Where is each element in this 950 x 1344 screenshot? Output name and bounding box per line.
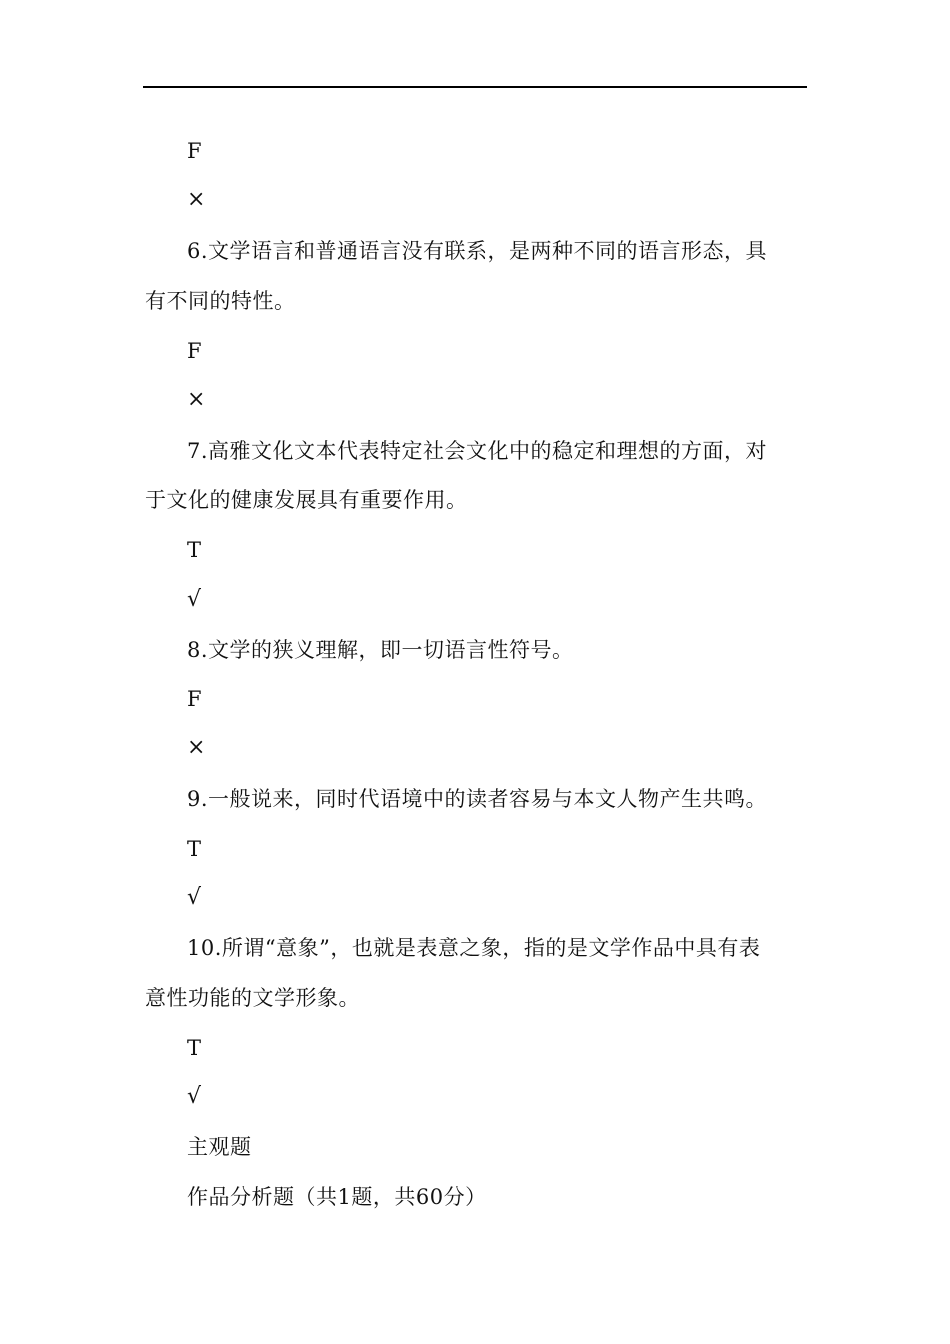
question-7-text-cont: 于文化的健康发展具有重要作用。 <box>145 488 468 512</box>
question-9-text: 9.一般说来，同时代语境中的读者容易与本文人物产生共鸣。 <box>187 787 768 811</box>
answer-code-q10: T <box>187 1036 202 1060</box>
question-8-text: 8.文学的狭义理解，即一切语言性符号。 <box>187 638 574 662</box>
question-10-text: 10.所谓“意象”，也就是表意之象，指的是文学作品中具有表 <box>187 936 761 960</box>
answer-mark-q8: × <box>187 735 206 760</box>
question-6-text: 6.文学语言和普通语言没有联系，是两种不同的语言形态，具 <box>187 239 768 263</box>
answer-code-q9: T <box>187 837 202 861</box>
question-10-text-cont: 意性功能的文学形象。 <box>145 986 360 1010</box>
answer-mark-q7: √ <box>187 587 202 612</box>
answer-mark-q10: √ <box>187 1084 202 1109</box>
question-7-text: 7.高雅文化文本代表特定社会文化中的稳定和理想的方面，对 <box>187 439 768 463</box>
header-rule <box>143 86 807 88</box>
answer-code-q5: F <box>187 139 203 163</box>
answer-mark-q9: √ <box>187 885 202 910</box>
section-subheading-analysis: 作品分析题（共1题，共60分） <box>187 1185 487 1209</box>
question-6-text-cont: 有不同的特性。 <box>145 289 296 313</box>
answer-code-q8: F <box>187 687 203 711</box>
answer-mark-q5: × <box>187 187 206 212</box>
answer-code-q7: T <box>187 538 202 562</box>
section-heading-subjective: 主观题 <box>187 1135 252 1159</box>
answer-mark-q6: × <box>187 387 206 412</box>
answer-code-q6: F <box>187 339 203 363</box>
